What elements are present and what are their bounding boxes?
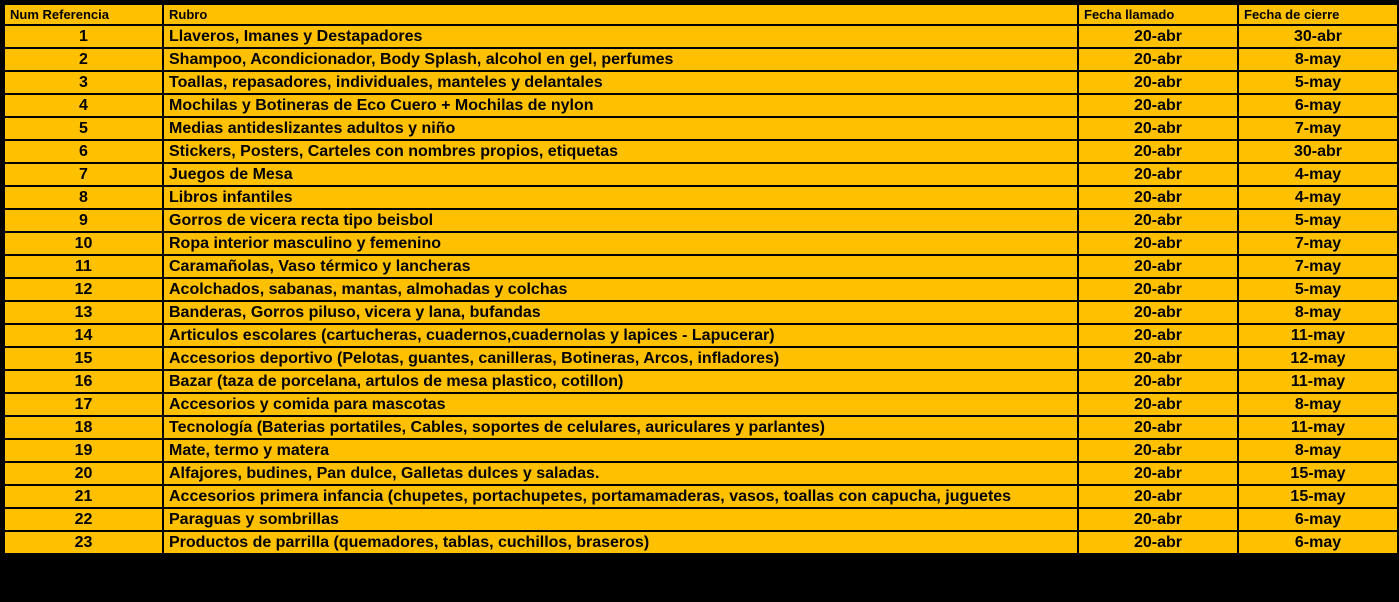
table-row — [4, 462, 1398, 485]
table-row — [4, 278, 1398, 301]
cell-num-referencia[interactable]: 23 — [4, 531, 163, 554]
cell-num-referencia[interactable]: 11 — [4, 255, 163, 278]
cell-fecha-llamado[interactable]: 20-abr — [1078, 370, 1238, 393]
cell-rubro[interactable]: Tecnología (Baterias portatiles, Cables, soportes de celulares, auriculares y parlantes) — [163, 416, 1078, 439]
cell-fecha-cierre[interactable]: 5-may — [1238, 278, 1398, 301]
cell-fecha-llamado[interactable]: 20-abr — [1078, 25, 1238, 48]
cell-num-referencia[interactable]: 14 — [4, 324, 163, 347]
cell-rubro[interactable]: Juegos de Mesa — [163, 163, 1078, 186]
cell-fecha-llamado[interactable]: 20-abr — [1078, 71, 1238, 94]
table-row — [4, 393, 1398, 416]
cell-fecha-llamado[interactable]: 20-abr — [1078, 255, 1238, 278]
cell-rubro[interactable]: Medias antideslizantes adultos y niño — [163, 117, 1078, 140]
cell-rubro[interactable]: Stickers, Posters, Carteles con nombres propios, etiquetas — [163, 140, 1078, 163]
cell-rubro[interactable]: Accesorios deportivo (Pelotas, guantes, canilleras, Botineras, Arcos, infladores) — [163, 347, 1078, 370]
cell-num-referencia[interactable]: 19 — [4, 439, 163, 462]
cell-num-referencia[interactable]: 22 — [4, 508, 163, 531]
cell-fecha-llamado[interactable]: 20-abr — [1078, 48, 1238, 71]
cell-rubro[interactable]: Mochilas y Botineras de Eco Cuero + Mochilas de nylon — [163, 94, 1078, 117]
table-row — [4, 439, 1398, 462]
cell-fecha-llamado[interactable]: 20-abr — [1078, 301, 1238, 324]
cell-fecha-cierre[interactable]: 8-may — [1238, 393, 1398, 416]
cell-fecha-llamado[interactable]: 20-abr — [1078, 439, 1238, 462]
cell-fecha-cierre[interactable]: 8-may — [1238, 301, 1398, 324]
cell-num-referencia[interactable]: 21 — [4, 485, 163, 508]
cell-rubro[interactable]: Paraguas y sombrillas — [163, 508, 1078, 531]
cell-fecha-cierre[interactable]: 8-may — [1238, 439, 1398, 462]
table-row — [4, 485, 1398, 508]
header-num-referencia[interactable]: Num Referencia — [4, 4, 163, 25]
cell-fecha-cierre[interactable]: 7-may — [1238, 117, 1398, 140]
cell-rubro[interactable]: Acolchados, sabanas, mantas, almohadas y colchas — [163, 278, 1078, 301]
table-row — [4, 209, 1398, 232]
cell-fecha-cierre[interactable]: 11-may — [1238, 370, 1398, 393]
cell-fecha-llamado[interactable]: 20-abr — [1078, 163, 1238, 186]
cell-fecha-llamado[interactable]: 20-abr — [1078, 324, 1238, 347]
cell-rubro[interactable]: Accesorios primera infancia (chupetes, portachupetes, portamamaderas, vasos, toallas con capucha, juguetes — [163, 485, 1078, 508]
cell-rubro[interactable]: Productos de parrilla (quemadores, tablas, cuchillos, braseros) — [163, 531, 1078, 554]
cell-num-referencia[interactable]: 10 — [4, 232, 163, 255]
cell-fecha-llamado[interactable]: 20-abr — [1078, 278, 1238, 301]
table-row — [4, 117, 1398, 140]
table-row — [4, 71, 1398, 94]
cell-rubro[interactable]: Alfajores, budines, Pan dulce, Galletas dulces y saladas. — [163, 462, 1078, 485]
table-row — [4, 163, 1398, 186]
table-body — [4, 25, 1398, 554]
table-row — [4, 140, 1398, 163]
cell-rubro[interactable]: Bazar (taza de porcelana, artulos de mesa plastico, cotillon) — [163, 370, 1078, 393]
cell-num-referencia[interactable]: 4 — [4, 94, 163, 117]
cell-fecha-llamado[interactable]: 20-abr — [1078, 462, 1238, 485]
cell-num-referencia[interactable]: 15 — [4, 347, 163, 370]
cell-num-referencia[interactable]: 18 — [4, 416, 163, 439]
header-row — [4, 4, 1398, 25]
cell-rubro[interactable]: Gorros de vicera recta tipo beisbol — [163, 209, 1078, 232]
cell-fecha-llamado[interactable]: 20-abr — [1078, 485, 1238, 508]
cell-num-referencia[interactable]: 5 — [4, 117, 163, 140]
cell-num-referencia[interactable]: 12 — [4, 278, 163, 301]
cell-fecha-cierre[interactable]: 5-may — [1238, 209, 1398, 232]
cell-fecha-llamado[interactable]: 20-abr — [1078, 347, 1238, 370]
cell-rubro[interactable]: Mate, termo y matera — [163, 439, 1078, 462]
cell-fecha-llamado[interactable]: 20-abr — [1078, 186, 1238, 209]
cell-rubro[interactable]: Shampoo, Acondicionador, Body Splash, alcohol en gel, perfumes — [163, 48, 1078, 71]
cell-fecha-cierre[interactable]: 5-may — [1238, 71, 1398, 94]
cell-fecha-cierre[interactable]: 15-may — [1238, 485, 1398, 508]
table-row — [4, 531, 1398, 554]
cell-rubro[interactable]: Libros infantiles — [163, 186, 1078, 209]
table-row — [4, 416, 1398, 439]
cell-fecha-cierre[interactable]: 7-may — [1238, 232, 1398, 255]
cell-fecha-cierre[interactable]: 30-abr — [1238, 25, 1398, 48]
table-row — [4, 232, 1398, 255]
cell-fecha-llamado[interactable]: 20-abr — [1078, 416, 1238, 439]
cell-fecha-llamado[interactable]: 20-abr — [1078, 508, 1238, 531]
cell-num-referencia[interactable]: 20 — [4, 462, 163, 485]
cell-fecha-llamado[interactable]: 20-abr — [1078, 117, 1238, 140]
cell-rubro[interactable]: Ropa interior masculino y femenino — [163, 232, 1078, 255]
cell-num-referencia[interactable]: 6 — [4, 140, 163, 163]
table-row — [4, 25, 1398, 48]
cell-num-referencia[interactable]: 13 — [4, 301, 163, 324]
cell-num-referencia[interactable]: 3 — [4, 71, 163, 94]
cell-rubro[interactable]: Llaveros, Imanes y Destapadores — [163, 25, 1078, 48]
rubros-table — [3, 3, 1399, 555]
cell-fecha-llamado[interactable]: 20-abr — [1078, 209, 1238, 232]
table-row — [4, 48, 1398, 71]
cell-fecha-llamado[interactable]: 20-abr — [1078, 531, 1238, 554]
cell-fecha-cierre[interactable]: 8-may — [1238, 48, 1398, 71]
cell-fecha-llamado[interactable]: 20-abr — [1078, 140, 1238, 163]
cell-num-referencia[interactable]: 8 — [4, 186, 163, 209]
header-fecha-llamado[interactable]: Fecha llamado — [1078, 4, 1238, 25]
cell-num-referencia[interactable]: 2 — [4, 48, 163, 71]
header-rubro[interactable]: Rubro — [163, 4, 1078, 25]
cell-rubro[interactable]: Banderas, Gorros piluso, vicera y lana, bufandas — [163, 301, 1078, 324]
cell-rubro[interactable]: Articulos escolares (cartucheras, cuadernos,cuadernolas y lapices - Lapucerar) — [163, 324, 1078, 347]
cell-fecha-llamado[interactable]: 20-abr — [1078, 393, 1238, 416]
cell-rubro[interactable]: Accesorios y comida para mascotas — [163, 393, 1078, 416]
cell-num-referencia[interactable]: 1 — [4, 25, 163, 48]
cell-fecha-cierre[interactable]: 15-may — [1238, 462, 1398, 485]
header-fecha-cierre[interactable]: Fecha de cierre — [1238, 4, 1398, 25]
cell-fecha-cierre[interactable]: 6-may — [1238, 531, 1398, 554]
cell-rubro[interactable]: Toallas, repasadores, individuales, manteles y delantales — [163, 71, 1078, 94]
cell-fecha-cierre[interactable]: 30-abr — [1238, 140, 1398, 163]
table-row — [4, 508, 1398, 531]
table-row — [4, 255, 1398, 278]
table-row — [4, 186, 1398, 209]
table-row — [4, 301, 1398, 324]
cell-num-referencia[interactable]: 17 — [4, 393, 163, 416]
table-row — [4, 324, 1398, 347]
cell-fecha-cierre[interactable]: 4-may — [1238, 163, 1398, 186]
table-row — [4, 370, 1398, 393]
cell-num-referencia[interactable]: 7 — [4, 163, 163, 186]
cell-fecha-cierre[interactable]: 11-may — [1238, 416, 1398, 439]
cell-fecha-cierre[interactable]: 6-may — [1238, 94, 1398, 117]
cell-fecha-llamado[interactable]: 20-abr — [1078, 232, 1238, 255]
cell-fecha-cierre[interactable]: 6-may — [1238, 508, 1398, 531]
table-row — [4, 94, 1398, 117]
cell-rubro[interactable]: Caramañolas, Vaso térmico y lancheras — [163, 255, 1078, 278]
cell-num-referencia[interactable]: 16 — [4, 370, 163, 393]
cell-fecha-cierre[interactable]: 7-may — [1238, 255, 1398, 278]
cell-num-referencia[interactable]: 9 — [4, 209, 163, 232]
cell-fecha-cierre[interactable]: 4-may — [1238, 186, 1398, 209]
cell-fecha-cierre[interactable]: 11-may — [1238, 324, 1398, 347]
cell-fecha-cierre[interactable]: 12-may — [1238, 347, 1398, 370]
cell-fecha-llamado[interactable]: 20-abr — [1078, 94, 1238, 117]
table-row — [4, 347, 1398, 370]
